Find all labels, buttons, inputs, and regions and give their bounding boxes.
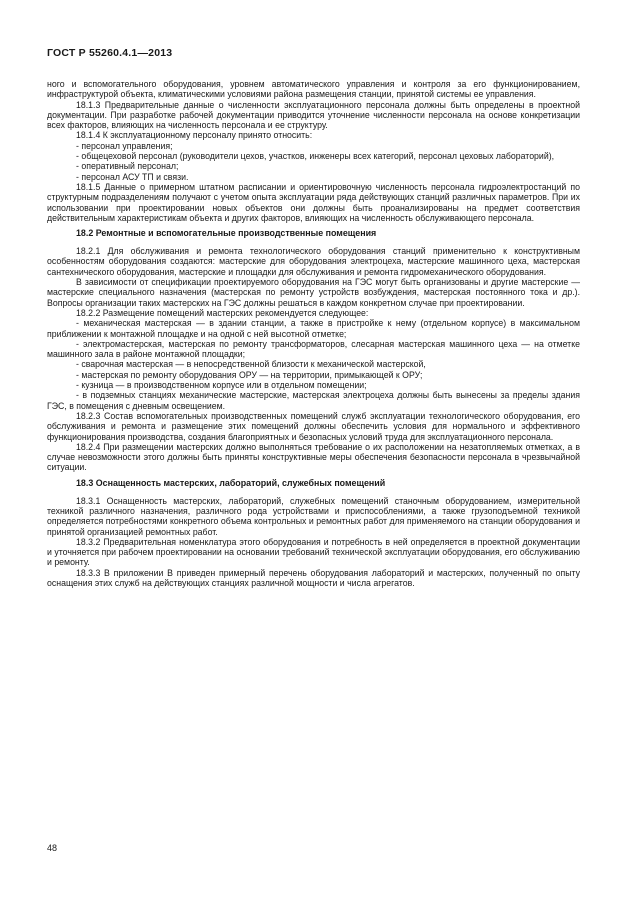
list-item: - оперативный персонал;: [76, 161, 179, 172]
paragraph-18-1-4: 18.1.4 К эксплуатационному персоналу принято относить:: [76, 130, 313, 141]
paragraph-18-2-3: 18.2.3 Состав вспомогательных производственных помещений служб эксплуатации технологического оборудования, его обслуживания и ремонта и размещение этих помещений должны обеспечить условия для нормального и эффективного функционирования производства, создания благоприятных и безопасных условий труда для эксплуатационного персонала.: [47, 410, 580, 442]
paragraph-18-1-3: 18.1.3 Предварительные данные о численности эксплуатационного персонала должны быть определены в проектной документации. При разработке рабочей документации приводится уточнение численности персонала на основе конкретизации всех факторов, влияющих на численность персонала и ее структуру.: [47, 99, 580, 131]
paragraph: В зависимости от спецификации проектируемого оборудования на ГЭС могут быть организованы и другие мастерские — мастерские специального назначения (мастерская по ремонту устройств возбуждения, мастерская постоянного тока и др.). Вопросы организации таких мастерских на ГЭС должны решаться в каждом конкретном случае при проектировании.: [47, 277, 580, 308]
paragraph-continuation: ного и вспомогательного оборудования, уровнем автоматического управления и контроля за его функционированием, инфраструктурой объекта, климатическими условиями района размещения станции, принятой системы ее управления.: [47, 79, 580, 100]
list-item: - в подземных станциях механические мастерские, мастерская электроцеха должны быть вынесены за пределы здания ГЭС, в помещения с дневным освещением.: [47, 390, 580, 411]
list-item: - сварочная мастерская — в непосредственной близости к механической мастерской,: [76, 359, 426, 370]
paragraph-18-3-1: 18.3.1 Оснащенность мастерских, лабораторий, служебных помещений станочным оборудованием, измерительной техникой различного назначения, различного рода устройствами и приспособлениями, а также грузоподъемной техникой определяется потребностями конкретного объема контрольных и ремонтных работ для применяемого на станции оборудования и принятой организацией ремонтных работ.: [47, 495, 580, 537]
paragraph-18-2-2: 18.2.2 Размещение помещений мастерских рекомендуется следующее:: [76, 307, 369, 318]
list-item: - электромастерская, мастерская по ремонту трансформаторов, слесарная мастерская машинного цеха — на отметке машинного зала в районе монтажной площадки;: [47, 338, 580, 360]
paragraph-18-3-3: 18.3.3 В приложении В приведен примерный перечень оборудования лабораторий и мастерских, полученный по опыту оснащения этих служб на действующих станциях различной мощности и числа агрегатов.: [47, 567, 580, 589]
list-item: - мастерская по ремонту оборудования ОРУ — на территории, примыкающей к ОРУ;: [76, 369, 423, 380]
list-item: - механическая мастерская — в здании станции, а также в пристройке к нему (отдельном корпусе) в максимальном приближении к монтажной площадке и на одной с ней высотной отметке;: [47, 318, 580, 339]
paragraph-18-2-4: 18.2.4 При размещении мастерских должно выполняться требование о их расположении на незатопляемых отметках, а в случае невозможности этого должны быть приняты конструктивные меры обеспечения безопасности персонала в чрезвычайной ситуации.: [47, 441, 580, 473]
section-heading-18-3: 18.3 Оснащенность мастерских, лабораторий, служебных помещений: [76, 477, 386, 488]
list-item: - кузница — в производственном корпусе или в отдельном помещении;: [76, 380, 367, 391]
list-item: - персонал управления;: [76, 140, 173, 151]
document-body: [47, 79, 580, 588]
paragraph-18-3-2: 18.3.2 Предварительная номенклатура этого оборудования и потребность в ней определяется в проектной документации и уточняется при рабочем проектировании на основании требований технической эксплуатации оборудования, его обслуживанию и ремонту.: [47, 536, 580, 568]
paragraph-18-2-1: 18.2.1 Для обслуживания и ремонта технологического оборудования станций применительно к конструктивным особенностям оборудования создаются: мастерские для оборудования электроцеха, мастерские машинного цеха, мастерская сантехнического оборудования, мастерские и площадки для обслуживания и ремонта гидромеханического оборудования.: [47, 246, 580, 277]
standard-header: ГОСТ Р 55260.4.1—2013: [47, 47, 173, 59]
page-number: 48: [47, 843, 58, 853]
section-heading-18-2: 18.2 Ремонтные и вспомогательные производственные помещения: [76, 228, 377, 239]
paragraph-18-1-5: 18.1.5 Данные о примерном штатном расписании и ориентировочную численность персонала гидроэлектростанций по структурным подразделениям получают с учетом опыта эксплуатации ряда действующих станций различных параметров. При их использовании при проектировании новых объектов они должны быть проанализированы на предмет соответствия действительным характеристикам объекта и других факторов, влияющих на численность обслуживающего персонала.: [47, 181, 580, 223]
list-item: - персонал АСУ ТП и связи.: [76, 171, 189, 182]
list-item: - общецеховой персонал (руководители цехов, участков, инженеры всех категорий, персонал цеховых лабораторий),: [76, 151, 555, 162]
